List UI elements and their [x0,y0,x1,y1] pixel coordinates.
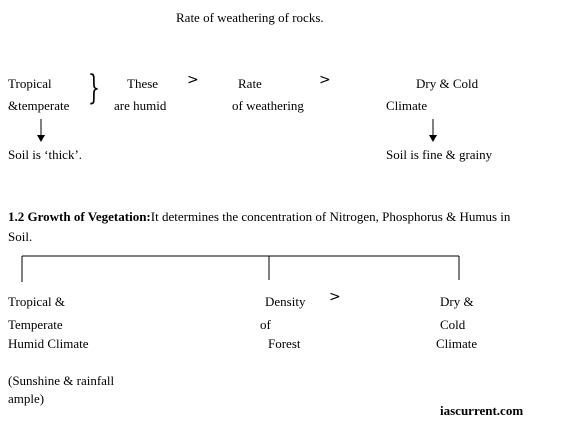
page-title: Rate of weathering of rocks. [176,10,324,25]
soil-thick-text: Soil is ‘thick’. [8,147,83,162]
greater-than-symbol-2: > [319,72,331,88]
right-brace-symbol: } [88,68,100,108]
dry-label-line2: Cold [440,317,466,332]
arrow-left-head [37,135,45,142]
dry-label-line1: Dry & [440,294,474,309]
dry-label-line3: Climate [436,336,478,351]
density-label-line1: Density [265,294,306,309]
these-label-line1: These [127,76,159,91]
arrow-right-head [429,135,437,142]
greater-than-symbol-3: > [329,289,341,305]
section-heading-line [8,210,510,223]
dry-cold-label-line2: Climate [386,98,428,113]
rate-label-line1: Rate [238,76,262,91]
sunshine-note-line1: (Sunshine & rainfall [8,373,115,388]
soil-fine-text: Soil is fine & grainy [386,147,493,162]
section-text-line1: It determines the concentration of Nitrogen, Phosphorus & Humus in [150,209,511,224]
tropical-temperate-line3: Humid Climate [8,336,89,351]
dry-cold-label-line1: Dry & Cold [416,76,479,91]
these-label-line2: are humid [114,98,167,113]
density-label-line2: of [260,317,271,332]
rate-label-line2: of weathering [232,98,304,113]
watermark-text: iascurrent.com [440,403,524,418]
sunshine-note-line2: ample) [8,391,45,406]
greater-than-symbol-1: > [187,72,199,88]
section-text-line2: Soil. [8,229,33,244]
tropical-temperate-line1: Tropical & [8,294,65,309]
tropical-label-line1: Tropical [8,76,52,91]
tropical-label-line2: &temperate [8,98,70,113]
density-label-line3: Forest [268,336,301,351]
section-heading: 1.2 Growth of Vegetation: [8,209,151,224]
tropical-temperate-line2: Temperate [8,317,63,332]
